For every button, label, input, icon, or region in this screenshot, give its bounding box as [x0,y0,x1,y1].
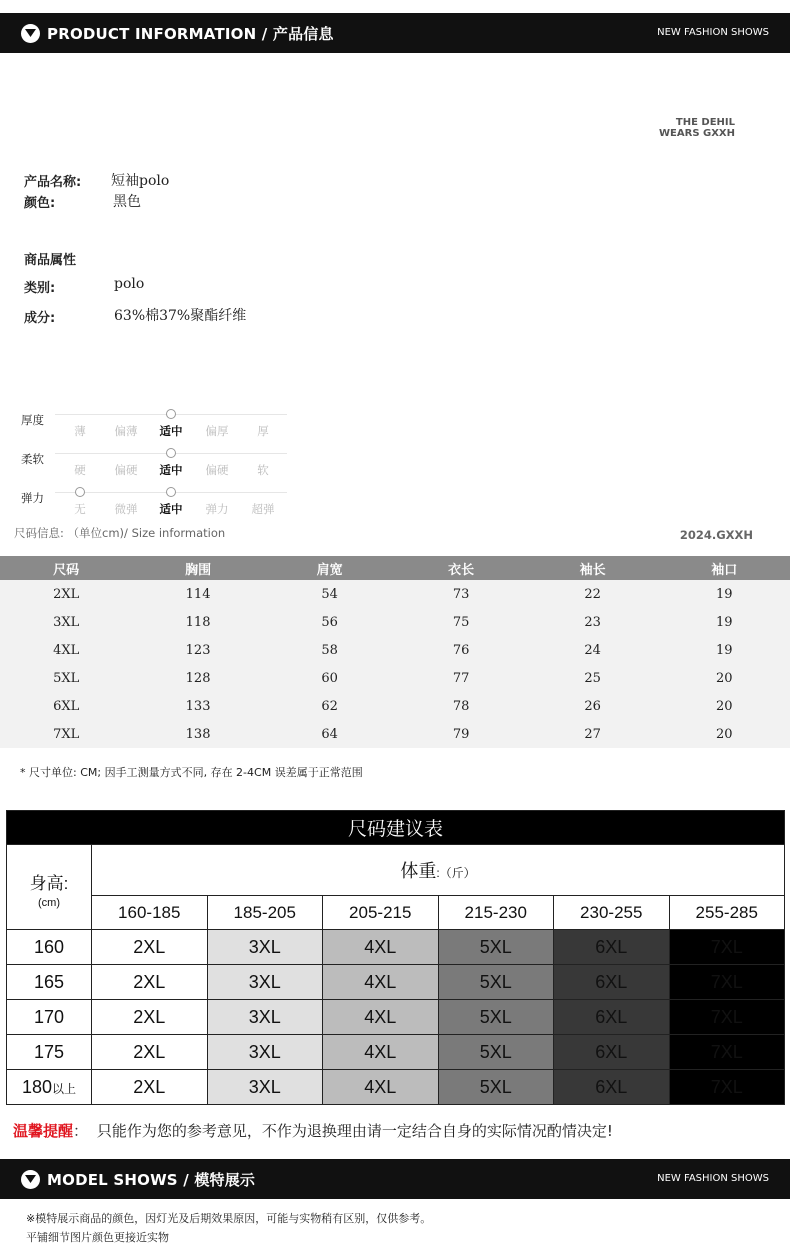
table-cell: 19 [658,636,790,664]
scale-option: 偏厚 [205,424,229,438]
table-row [0,636,790,664]
attributes-heading: 商品属性 [24,253,77,268]
table-cell: 2XL [0,580,132,608]
scale-option-selected: 适中 [159,502,183,516]
weight-range: 185-205 [207,896,323,930]
height-header-cell [7,845,92,930]
size-cell: 3XL [207,1070,323,1105]
material-label: 成分: [24,311,56,326]
size-cell: 5XL [438,965,554,1000]
brand-line-1: THE DEHIL [675,117,735,128]
table-cell: 58 [264,636,396,664]
table-cell: 6XL [0,692,132,720]
product-information-header [0,13,790,53]
table-cell: 4XL [0,636,132,664]
table-cell: 64 [264,720,396,748]
table-cell: 5XL [0,664,132,692]
size-cell: 4XL [323,1000,439,1035]
table-cell: 20 [658,664,790,692]
size-cell: 3XL [207,1000,323,1035]
height-unit: (cm) [38,897,60,909]
scale-thickness [0,410,300,450]
product-name-label: 产品名称: [24,175,82,190]
size-recommendation-table [6,810,785,1105]
table-cell: 3XL [0,608,132,636]
table-cell: 123 [132,636,264,664]
table-row [0,664,790,692]
table-cell: 76 [395,636,527,664]
column-header: 袖长 [527,556,659,580]
column-header: 肩宽 [264,556,396,580]
height-label: 身高: [29,874,69,893]
size-cell: 6XL [554,1035,670,1070]
table-cell: 19 [658,580,790,608]
category-label: 类别: [24,281,56,296]
height-value: 175 [7,1035,92,1070]
tip [13,1120,613,1141]
color-value: 黑色 [113,194,141,210]
table-cell: 56 [264,608,396,636]
size-cell: 7XL [669,930,785,965]
scale-label: 厚度 [21,413,44,427]
size-cell: 7XL [669,1000,785,1035]
size-cell: 2XL [92,1070,208,1105]
model-shows-header [0,1159,790,1199]
brand-line-2: WEARS GXXH [659,128,735,139]
size-cell: 5XL [438,930,554,965]
recommendation-row [7,1070,785,1105]
weight-range: 205-215 [323,896,439,930]
weight-range: 255-285 [669,896,785,930]
weight-range: 215-230 [438,896,554,930]
column-header: 袖口 [658,556,790,580]
size-cell: 5XL [438,1070,554,1105]
tip-text: 只能作为您的参考意见，不作为退换理由请一定结合自身的实际情况酌情决定! [96,1122,613,1140]
size-cell: 6XL [554,965,670,1000]
weight-range: 160-185 [92,896,208,930]
tip-label: 温馨提醒 [13,1122,74,1140]
table-row [0,608,790,636]
recommendation-row [7,1035,785,1070]
table-row [0,580,790,608]
model-note-1: ※模特展示商品的颜色，因灯光及后期效果原因，可能与实物稍有区别，仅供参考。 [26,1212,432,1225]
size-cell: 3XL [207,965,323,1000]
scale-option-selected: 适中 [159,424,183,438]
table-cell: 114 [132,580,264,608]
size-cell: 4XL [323,1035,439,1070]
table-cell: 7XL [0,720,132,748]
table-cell: 19 [658,608,790,636]
scale-option: 薄 [74,424,86,438]
section-title: MODEL SHOWS / 模特展示 [47,1171,256,1189]
model-note-2: 平铺细节图片颜色更接近实物 [26,1231,169,1244]
table-cell: 26 [527,692,659,720]
table-cell: 133 [132,692,264,720]
chevron-down-icon [21,24,40,43]
section-title: PRODUCT INFORMATION / 产品信息 [47,25,334,43]
size-cell: 2XL [92,1035,208,1070]
table-cell: 20 [658,692,790,720]
header-tagline: NEW FASHION SHOWS [657,27,769,38]
tip-colon: ： [73,1122,89,1140]
height-value: 165 [7,965,92,1000]
header-tagline: NEW FASHION SHOWS [657,1173,769,1184]
size-cell: 2XL [92,1000,208,1035]
height-value: 180以上 [7,1070,92,1105]
column-header: 衣长 [395,556,527,580]
scale-option: 微弹 [114,502,138,516]
size-cell: 6XL [554,930,670,965]
weight-range: 230-255 [554,896,670,930]
scale-option: 软 [257,463,269,477]
size-cell: 4XL [323,965,439,1000]
recommendation-row [7,930,785,965]
size-cell: 2XL [92,930,208,965]
table-cell: 22 [527,580,659,608]
scale-indicator-unused [75,487,85,497]
table-cell: 25 [527,664,659,692]
scale-option: 厚 [257,424,269,438]
size-cell: 7XL [669,1035,785,1070]
table-cell: 73 [395,580,527,608]
weight-label: 体重 [400,861,437,881]
scale-label: 弹力 [21,491,44,505]
table-cell: 27 [527,720,659,748]
table-cell: 78 [395,692,527,720]
height-value: 170 [7,1000,92,1035]
size-info-label: 尺码信息: （单位cm)/ Size information [14,526,226,540]
table-cell: 20 [658,720,790,748]
size-table [0,556,790,748]
scale-indicator [166,409,176,419]
scale-softness [0,449,300,489]
size-cell: 6XL [554,1070,670,1105]
color-label: 颜色: [24,196,56,211]
recommendation-row [7,1000,785,1035]
size-cell: 7XL [669,965,785,1000]
table-row [0,720,790,748]
material-value: 63%棉37%聚酯纤维 [114,308,247,324]
scale-option: 硬 [74,463,86,477]
chevron-down-icon [21,1170,40,1189]
table-cell: 54 [264,580,396,608]
size-cell: 4XL [323,1070,439,1105]
scale-elasticity [0,488,300,528]
table-cell: 23 [527,608,659,636]
category-value: polo [114,276,145,292]
scale-option: 偏硬 [114,463,138,477]
scale-option: 超弹 [251,502,275,516]
recommendation-title: 尺码建议表 [7,811,785,845]
table-cell: 24 [527,636,659,664]
table-cell: 138 [132,720,264,748]
size-cell: 5XL [438,1000,554,1035]
column-header: 胸围 [132,556,264,580]
size-cell: 7XL [669,1070,785,1105]
table-cell: 60 [264,664,396,692]
size-table-header [0,556,790,580]
scale-indicator [166,448,176,458]
scale-option: 偏薄 [114,424,138,438]
weight-unit: :（斤） [436,866,476,880]
table-cell: 75 [395,608,527,636]
scale-option: 无 [74,502,86,516]
table-row [0,692,790,720]
recommendation-row [7,965,785,1000]
scale-option-selected: 适中 [159,463,183,477]
size-cell: 4XL [323,930,439,965]
product-name-value: 短袖polo [111,173,170,189]
table-cell: 118 [132,608,264,636]
size-cell: 3XL [207,1035,323,1070]
scale-label: 柔软 [21,452,44,466]
brand-mark [659,117,735,139]
size-cell: 2XL [92,965,208,1000]
scale-option: 弹力 [205,502,229,516]
scale-option: 偏硬 [205,463,229,477]
table-cell: 128 [132,664,264,692]
height-value: 160 [7,930,92,965]
column-header: 尺码 [0,556,132,580]
table-cell: 62 [264,692,396,720]
size-note: * 尺寸单位: CM; 因手工测量方式不同, 存在 2-4CM 误差属于正常范围 [20,766,363,779]
scale-indicator [166,487,176,497]
size-cell: 5XL [438,1035,554,1070]
year-tag: 2024.GXXH [679,528,753,542]
weight-header-cell [92,845,785,896]
size-cell: 3XL [207,930,323,965]
size-cell: 6XL [554,1000,670,1035]
table-cell: 77 [395,664,527,692]
table-cell: 79 [395,720,527,748]
